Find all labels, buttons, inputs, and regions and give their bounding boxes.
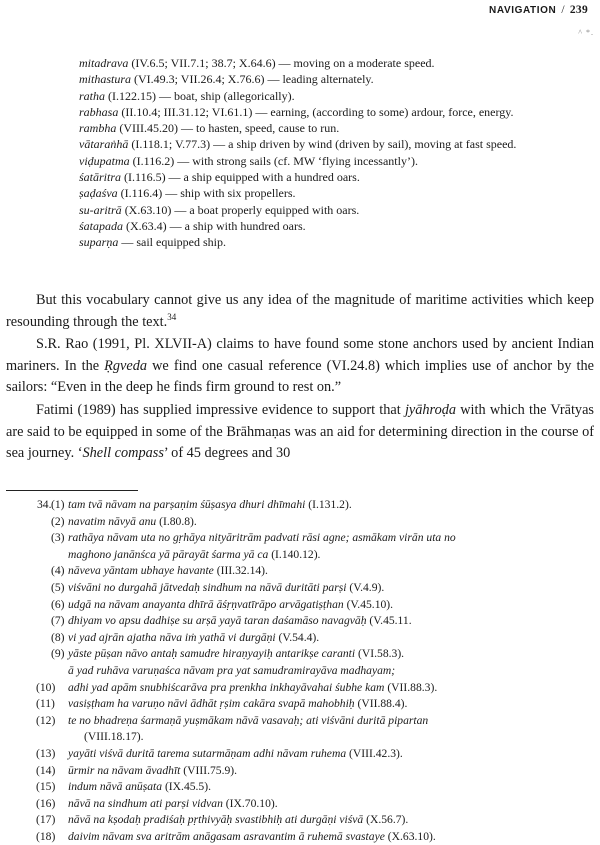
- footnote-item-number: (5): [51, 580, 65, 594]
- footnote-reference: (VII.88.4).: [354, 697, 408, 711]
- footnote-verse: nāvā na sindhum ati parṣi vidvan: [68, 796, 223, 810]
- footnote-line: [0, 613, 600, 630]
- footnote-item-number: (15): [36, 780, 56, 794]
- footnote-line: [0, 663, 600, 680]
- footnote-reference: (I.131.2).: [305, 498, 352, 511]
- footnote-line: [0, 530, 600, 547]
- footnote-line: [0, 812, 600, 829]
- vocab-definition: (I.116.4) — ship with six propellers.: [117, 186, 296, 201]
- footnote-reference: (V.45.10).: [343, 597, 394, 611]
- vocab-entry: [79, 55, 594, 71]
- vocab-definition: (I.118.1; V.77.3) — a ship driven by wind (driven by sail), moving at fast speed.: [128, 137, 517, 152]
- vocab-definition: (I.116.5) — a ship equipped with a hundred oars.: [121, 170, 360, 185]
- footnote-item-number: (6): [51, 597, 65, 611]
- footnote-reference: (I.80.8).: [156, 514, 197, 528]
- vocab-entry: [79, 153, 594, 169]
- footnote-verse: ā yad ruhāva varuṇaśca nāvam pra yat samudramirayāva madhayam;: [68, 663, 396, 677]
- footnote-verse: nāvā na kṣodaḥ pradiśaḥ pṛthivyāḥ svastibhiḥ ati durgāṇi viśvā: [68, 813, 364, 827]
- vocab-definition: (I.116.2) — with strong sails (cf. MW ‘flying incessantly’).: [129, 153, 418, 168]
- vocab-term: rambha: [79, 121, 117, 136]
- footnote-line: [0, 680, 600, 697]
- vocab-definition: (IV.6.5; VII.7.1; 38.7; X.64.6) — moving on a moderate speed.: [128, 56, 435, 70]
- footnote-reference: (V.45.11.: [366, 614, 412, 628]
- vocab-term: mitadrava: [79, 56, 129, 70]
- paragraph-3: Fatimi (1989) has supplied impressive evidence to support that jyāhroḍa with which the Vrātyas are said to be equipped in some of the Brāhmaṇas was an aid for determining direction in the course of sea journey. ‘Shell compass’ of 45 degrees and 30: [6, 401, 594, 462]
- vocab-term: ṣaḍaśva: [79, 186, 118, 201]
- footnote-reference: (VIII.18.17).: [84, 730, 144, 744]
- footnote-line: [0, 630, 600, 647]
- footnote-item-number: (12): [36, 713, 56, 727]
- scan-mark: ^ *.: [578, 28, 594, 37]
- body-text: [6, 290, 594, 465]
- vocab-entry: [79, 185, 594, 201]
- footnote-line: [0, 729, 600, 746]
- footnote-line: [0, 547, 600, 564]
- vocab-entry: [79, 234, 594, 250]
- vocab-term: suparṇa: [79, 235, 119, 250]
- vocab-entry: [79, 169, 594, 185]
- footnote-reference: (VIII.75.9).: [180, 763, 238, 777]
- footnote-item-number: (3): [51, 531, 65, 545]
- footnote-item-number: (9): [51, 647, 65, 661]
- footnote-reference: (IX.70.10).: [222, 796, 278, 810]
- page-number: 239: [569, 4, 588, 16]
- footnote-verse: daivim nāvam sva aritrām anāgasam asravantim ā ruhemā svastaye: [68, 829, 385, 843]
- footnote-verse: navatim nāvyā anu: [68, 514, 157, 528]
- footnote-reference: (V.54.4).: [275, 630, 320, 644]
- footnote-line: [0, 746, 600, 763]
- footnote-item-number: (18): [36, 829, 56, 843]
- footnote-line: [0, 563, 600, 580]
- vocab-definition: (VI.49.3; VII.26.4; X.76.6) — leading alternately.: [131, 72, 374, 87]
- footnote-verse: vi yad ajrān ajatha nāva iṁ yathā vi durgāṇi: [68, 630, 276, 644]
- footnote-reference: (VI.58.3).: [355, 647, 405, 661]
- vocab-definition: (VIII.45.20) — to hasten, speed, cause to run.: [116, 121, 340, 136]
- footnote-number: 34.: [37, 498, 52, 511]
- footnote-line: [0, 763, 600, 780]
- footnote-verse: yayāti viśvā duritā tarema sutarmāṇam adhi nāvam ruhema: [68, 746, 347, 760]
- vocab-definition: (X.63.4) — a ship with hundred oars.: [123, 218, 306, 233]
- footnote-reference: (III.32.14).: [213, 564, 268, 578]
- footnote-line: [0, 796, 600, 813]
- footnote-reference: (X.56.7).: [363, 813, 409, 827]
- footnote-line: [0, 514, 600, 531]
- footnote-item-number: (8): [51, 630, 65, 644]
- footnote-line: [0, 779, 600, 796]
- footnote-line: [0, 597, 600, 614]
- footnote-verse: maghono janānśca yā pārayāt śarma yā ca: [68, 547, 269, 561]
- footnote-reference: (VII.88.3).: [384, 680, 438, 694]
- footnote-line: [0, 829, 600, 845]
- header-separator: /: [561, 4, 565, 16]
- footnote-item-number: (17): [36, 813, 56, 827]
- vocab-entry: [79, 218, 594, 234]
- footnote-line: [0, 580, 600, 597]
- footnote-rule: [6, 490, 138, 491]
- footnote-item-number: (16): [36, 796, 56, 810]
- footnote-item-number: (13): [36, 746, 56, 760]
- running-title: NAVIGATION: [489, 5, 557, 16]
- footnote-reference: (IX.45.5).: [162, 780, 211, 794]
- footnote-verse: viśvāni no durgahā jātvedaḥ sindhum na nāvā duritāti parṣi: [68, 580, 347, 594]
- vocab-entry: [79, 104, 594, 120]
- vocab-entry: [79, 88, 594, 104]
- footnote-item-number: (1): [51, 498, 65, 511]
- footnote-item-number: (7): [51, 614, 65, 628]
- vocab-entry: [79, 120, 594, 136]
- footnote-verse: vasiṣṭham ha varuṇo nāvi ādhāt ṛṣim cakāra svapā mahobhiḥ: [68, 697, 355, 711]
- footnote-verse: tam tvā nāvam na parṣaṇim śūṣasya dhuri dhīmahi: [68, 498, 306, 511]
- footnote-line: [0, 713, 600, 730]
- vocab-definition: (II.10.4; III.31.12; VI.61.1) — earning, (according to some) ardour, force, energy.: [118, 104, 514, 119]
- paragraph-2: S.R. Rao (1991, Pl. XLVII-A) claims to have found some stone anchors used by ancient Indian mariners. In the Ṛgveda we find one casual reference (VI.24.8) which implies use of anchor by the sailors: “Even in the deep he finds firm ground to rest on.”: [6, 336, 594, 396]
- footnote-line: [0, 646, 600, 663]
- running-header: [489, 4, 588, 16]
- vocab-term: śatāritra: [79, 170, 122, 185]
- vocab-entry: [79, 136, 594, 152]
- footnote-verse: te no bhadreṇa śarmaṇā yuṣmākam nāvā vasavaḥ; ati viśvāni duritā pipartan: [68, 713, 429, 727]
- vocab-entry: [79, 202, 594, 218]
- footnote-reference: (I.140.12).: [268, 547, 321, 561]
- footnote-line: [0, 497, 600, 514]
- vocab-term: ratha: [79, 88, 106, 103]
- vocab-term: viḍupatma: [79, 153, 130, 168]
- footnote-reference: (X.63.10).: [384, 829, 436, 843]
- vocab-term: mithastura: [79, 72, 132, 87]
- footnote-verse: dhiyam vo apsu dadhiṣe su arṣā yayā taran daśamāso navagvāḥ: [68, 614, 367, 628]
- footnote-verse: udgā na nāvam anayanta dhīrā āśṛṇvatīrāpo arvāgatiṣṭhan: [68, 597, 344, 611]
- vocab-definition: — sail equipped ship.: [118, 235, 226, 250]
- vocab-definition: (X.63.10) — a boat properly equipped with oars.: [121, 202, 360, 217]
- footnote-item-number: (10): [36, 680, 56, 694]
- vocab-definition: (I.122.15) — boat, ship (allegorically).: [105, 88, 295, 103]
- vocab-term: su-aritrā: [79, 202, 122, 217]
- vocab-term: vātaraṅhā: [79, 137, 129, 152]
- paragraph-1: But this vocabulary cannot give us any idea of the magnitude of maritime activities which keep resounding through the text.$^{34}$: [6, 292, 594, 330]
- vocabulary-list: [79, 55, 594, 251]
- vocab-entry: [79, 71, 594, 87]
- footnote-item-number: (11): [36, 697, 55, 711]
- footnote-verse: rathāya nāvam uta no gṛhāya nityāritrām padvati rāsi agne; asmākam virān uta no: [68, 531, 456, 545]
- vocab-term: śatapada: [79, 218, 124, 233]
- footnote-verse: yāste pūṣan nāvo antaḥ samudre hiraṇyayiḥ antarikṣe caranti: [68, 647, 356, 661]
- footnote-reference: (V.4.9).: [346, 580, 385, 594]
- footnote-verse: indum nāvā anūṣata: [68, 780, 163, 794]
- footnote-line: [0, 696, 600, 713]
- footnote-item-number: (4): [51, 564, 65, 578]
- footnote-verse: adhi yad apām snubhiścarāva pra prenkha inkhayāvahai śubhe kam: [68, 680, 385, 694]
- footnote-item-number: (2): [51, 514, 65, 528]
- footnote-verse: nāveva yāntam ubhaye havante: [68, 564, 214, 578]
- footnote-verse: ūrmir na nāvam āvadhīt: [68, 763, 181, 777]
- footnote-reference: (VIII.42.3).: [346, 746, 403, 760]
- vocab-term: rabhasa: [79, 104, 119, 119]
- footnote-ref-34[interactable]: 34: [167, 311, 177, 322]
- footnote-item-number: (14): [36, 763, 56, 777]
- footnotes: [0, 497, 600, 845]
